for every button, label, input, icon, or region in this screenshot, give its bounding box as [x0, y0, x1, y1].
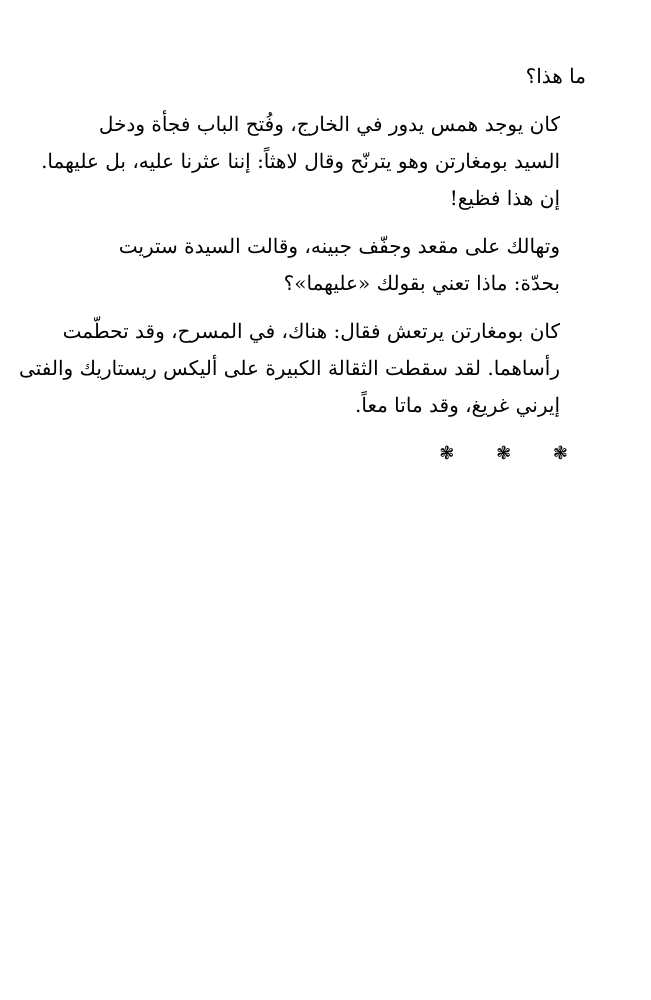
paragraph-theatre [19, 313, 586, 424]
text-line: بحدّة: ماذا تعني بقولك «عليهما»؟ [283, 271, 560, 295]
text-line: كان بومغارتن يرتعش فقال: هناك، في المسرح، وقد تحطّمت [62, 319, 560, 343]
text-line: إيرني غريغ، وقد ماتا معاً. [355, 393, 560, 417]
text-line: كان يوجد همس يدور في الخارج، وفُتح الباب فجأة ودخل [98, 112, 560, 136]
text-line: رأساهما. لقد سقطت الثقالة الكبيرة على أليكس ريستاريك والفتى [19, 356, 560, 380]
text-line: إن هذا فظيع! [449, 186, 560, 210]
paragraph-door-opens [41, 106, 586, 217]
paragraph-mrs-street [78, 228, 586, 302]
page-text [19, 58, 586, 472]
text-line: السيد بومغارتن وهو يترنّح وقال لاهثاً: إننا عثرنا عليه، بل عليهما. [41, 149, 560, 173]
paragraph-question [78, 58, 586, 95]
text-line: وتهالك على مقعد وجفّف جبينه، وقالت السيدة ستريت [118, 234, 560, 258]
section-break-ornament: ❃ ❃ ❃ [439, 443, 586, 464]
text-line: ما هذا؟ [525, 64, 586, 88]
